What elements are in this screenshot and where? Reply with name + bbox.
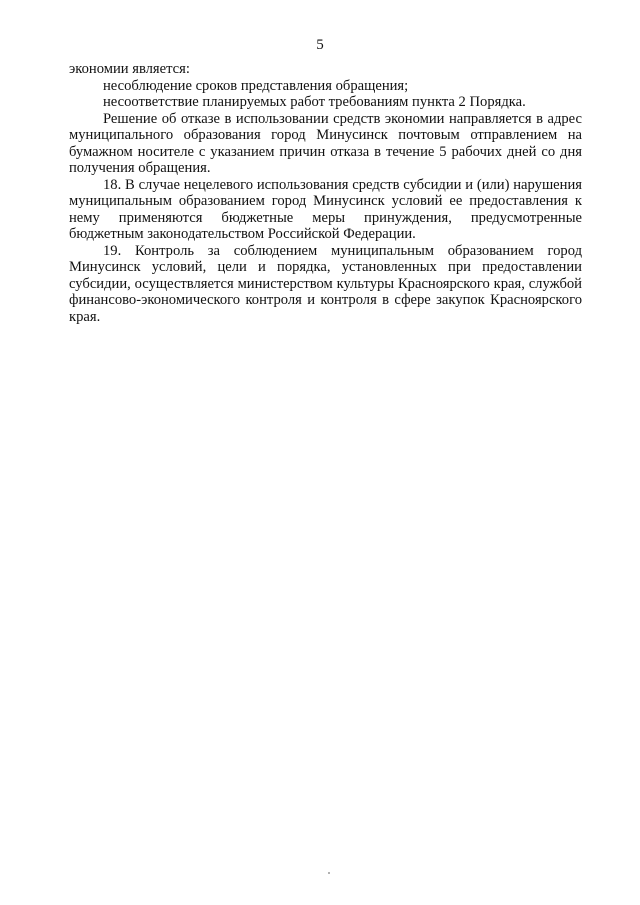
paragraph-19: 19. Контроль за соблюдением муниципальным образованием город Минусинск условий, цели и порядка, установленных при предоставлении субсидии, осуществляется министерством культуры Красноярского края, службой финансово-экономического контроля и контроля в сфере закупок Красноярского края. — [69, 242, 582, 325]
document-body — [69, 61, 582, 325]
list-item-requirements: несоответствие планируемых работ требованиям пункта 2 Порядка. — [103, 94, 526, 110]
scan-speck — [328, 872, 330, 874]
paragraph-18: 18. В случае нецелевого использования средств субсидии и (или) нарушения муниципальным образованием город Минусинск условий ее предоставления к нему применяются бюджетные меры принуждения, предусмотренные бюджетным законодательством Российской Федерации. — [69, 176, 582, 242]
refusal-paragraph: Решение об отказе в использовании средств экономии направляется в адрес муниципального образования город Минусинск почтовым отправлением на бумажном носителе с указанием причин отказа в течение 5 рабочих дней со дня получения обращения. — [69, 110, 582, 176]
intro-line: экономии является: — [69, 61, 190, 77]
list-item-deadline: несоблюдение сроков представления обращения; — [103, 77, 409, 94]
page-number: 5 — [316, 37, 324, 53]
